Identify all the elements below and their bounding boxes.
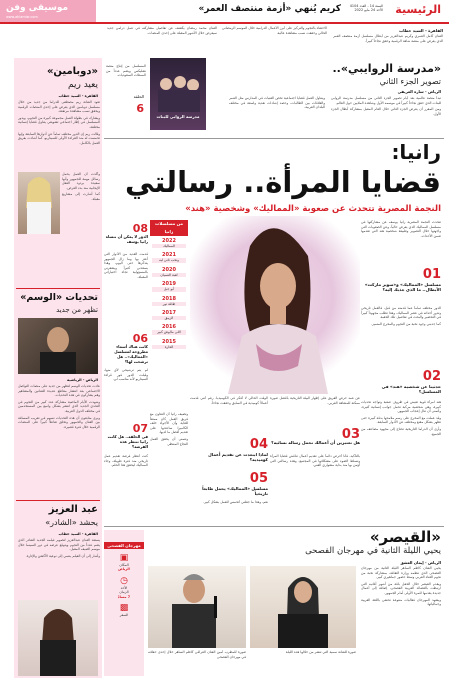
abdelaziz-title: عبد العزيز (48, 504, 98, 515)
bottom-text: يحيي الفنان كاظم الساهر الليلة الثانية من مهرجان الفصحى الذي تنظمه وزارة الثقافة، بمشاركة نخبة من نجوم الغناء العربي وسط حضور جماهيري كبير. ويقدم القيصر خلال الحفل باقة من أشهر أغانيه التي ارتبطت بالقصائد العربية الفصحى، إضافة إلى أعمال جديدة يقدمها للمرة الأولى أمام الجمهور. ويشهد المهرجان فعاليات متنوعة تحتفي باللغة العربية وجمالياتها. (361, 566, 441, 607)
festival-items: ▣ المكان الرياض ◷ الأحد الزمان 7 مساءً ▩ السعر (104, 549, 144, 621)
man-portrait-icon (18, 318, 98, 374)
timeline-item: 2015 الحارة (152, 339, 186, 349)
section-label: موسيقى وفن (6, 3, 69, 13)
dubaimen-subtitle: يعيد ريم (68, 80, 98, 90)
clock-icon: ◷ (120, 575, 128, 586)
timeline-box (150, 220, 188, 410)
qa-question-06: كانت هناك أسماء مطروحة لمسلسل «المماليك».. هل ترشحت لها؟ (114, 344, 148, 364)
timeline-item: 2021 ونحب تاني ليه (152, 252, 186, 262)
timeline-item: 2022 المماليك (152, 238, 186, 248)
qa-number-06: 06 (132, 332, 148, 345)
top-strip (96, 22, 449, 56)
qa-number-07: 07 (132, 422, 148, 435)
top-article-author: القاهرة - السيد خطاب (399, 28, 443, 33)
novel-cover (150, 58, 206, 130)
novel-badge-number: 6 (136, 102, 144, 115)
wasm-text: عادت تحديات الوسم لتظهر من جديد على منصات التواصل الاجتماعي بعد انتشار مقاطع عديدة للفنانين والمشاهير وهم يشاركون في هذه التحديات. وشهدت الأيام الماضية مشاركة عدد كبير من النجوم في التحدي الجديد الذي انتشر بشكل واسع بين المستخدمين في مختلف الدول العربية. ويرى متابعون أن هذه التحديات تسهم في تقريب المسافة بين الفنان والجمهور وتخلق تفاعلاً كبيراً على المنصات الرقمية خلال فترة قصيرة. (18, 384, 100, 429)
newspaper-logo: الرئيسية (395, 3, 441, 16)
abdelaziz-text: يستعد الفنان عبدالعزيز لتصوير فيلمه الجديد الشادر الذي يضم عدداً من النجوم ويتوقع عرضه في دور السينما خلال موسم الصيف المقبل. وأشار إلى أن الفيلم ينتمي إلى نوعية الأكشن والإثارة. (18, 538, 100, 558)
dubaimen-text: تعود الفنانة ريم مصطفى للدراما من جديد من خلال مسلسل دوبامين الذي يعرض على إحدى المنصات الرقمية ويحقق نسب مشاهدة مرتفعة. ويشارك في بطولة العمل مجموعة كبيرة من النجوم، ويدور المسلسل في إطار اجتماعي تشويقي يتناول قضايا إنسانية مختلفة. وقالت ريم إن الدور مختلف تماماً عن أدوارها السابقة وإنها تحمست له منذ القراءة الأولى للسيناريو، كما أشادت بفريق العمل بالكامل. (18, 100, 100, 145)
qa-intro: تتحدث النجمة المصرية رانيا يوسف عن مشاركتها في مسلسل المماليك الذي يعرض حالياً، وعن الصعوبات التي واجهتها خلال التصوير وطبيعة شخصية هند التي تقدمها ضمن الأحداث. (361, 220, 441, 238)
qa-text-mid: عن عمد حرص الفريق على إظهار البيئة التاريخية بأفضل صورة ممكنة للمشاهد العربي. (270, 396, 360, 405)
top-bar (0, 0, 449, 24)
qa-number-01: 01 (422, 267, 441, 282)
top-article-text: الفنان كامل العمري وكريم عبدالعزيز من أبطال مسلسل أزمة منتصف العمر الذي يعرض على منصة شاهد الرقمية وحقق نجاحاً كبيراً. (333, 34, 443, 43)
qa-text-4: الوقت الحالي لا أفكر في الكوميديا، رغم أنني قدمت أعمالاً كوميدية في السابق وحققت نجاحاً. (190, 396, 268, 405)
bottom-divider (104, 526, 444, 527)
timeline-item: 2017 الزيبق (152, 310, 186, 320)
qa-answer-06: لم يتم ترشيحي لأي منها، وقبلت الدور فور قراءة السيناريو لأنه مناسب لي. (104, 368, 148, 382)
girls-cover-icon (150, 58, 206, 130)
qa-right-column (361, 220, 441, 520)
wasm-photo (18, 318, 98, 374)
novel-title: «مدرسة الروايبي».. (332, 62, 441, 75)
qa-number-02: 02 (422, 369, 441, 384)
festival-label: مهرجان الفصحى (104, 542, 144, 549)
qa-number-08: 08 (132, 222, 148, 235)
qa-answer-03: بالتأكيد، فأنا أحرص دائماً على تقديم أعمال تناقش قضايا المرأة وتسلط الضوء على مشكلاتها في المجتمع، وهذه رسالتي التي أؤمن بها منذ بداية مشواري الفني. (270, 454, 360, 468)
abdelaziz-photo (18, 600, 98, 676)
qa-answer-07: كنت أنتظر فرصة تقديم عمل تاريخي منذ فترة طويلة، وجاء المماليك ليحقق هذا الحلم. (104, 454, 148, 468)
qa-left-column (104, 222, 148, 522)
qa-question-07: في الحلقة.. هل كانت رانيا تنتظر هذه الفرصة؟ (107, 434, 148, 449)
bottom-subtitle: يحيي الليلة الثانية في مهرجان الفصحى (305, 546, 441, 556)
qa-number-04: 04 (249, 437, 268, 452)
dubaimen-author: القاهرة - السيد خطاب (58, 94, 98, 98)
timeline-item: 2016 اللى مالوش كبير (152, 324, 186, 334)
main-divider (104, 138, 444, 139)
timeline-item: 2020 لعبة النسيان (152, 267, 186, 277)
novel-badge-label: الحلقة (133, 94, 144, 99)
timeline-list (150, 236, 188, 355)
festival-infobox (104, 530, 144, 676)
dubaimen-photo (18, 172, 60, 234)
top-article-text-2: الاحتفاء بالنجوم والتركيز على أبرز الأعمال الدرامية خلال الموسم الرمضاني الحالي وحققت نسب مشاهدة عالية. (222, 26, 327, 35)
rania-photo (190, 216, 360, 394)
qa-column-4 (190, 396, 268, 524)
wasm-author: الرياض - الرياضية (67, 378, 98, 382)
caption-right: صورة للفنانة سمية التي تنشر من خلالها هذه الليلة (285, 650, 356, 654)
novel-cover-title: مدرسة الروابي للبنات (156, 114, 200, 119)
singer-woman-photo (250, 566, 356, 648)
timeline-item: 2019 أبو جبل (152, 281, 186, 291)
novel-text-2: ويتناول العمل قضايا اجتماعية تخص الفتيات في المدارس مثل التنمر والعلاقات بين الطالبات، وحصد إشادات نقدية واسعة في مختلف البلدان العربية. (229, 96, 325, 110)
qa-answer-08: قدمت العديد من الأدوار التي أعتز بها وما زال الجمهور يتذكرها حتى اليوم، وهذا يسعدني كثيراً ويشعرني بالمسؤولية تجاه اختياراتي المقبلة. (104, 252, 148, 279)
caption-left: صورة للمطرب أمين الفنان العراقي كاظم الساهر خلال إحدى حفلاته في مهرجان الفصحى (148, 650, 246, 659)
novel-subtitle: تصوير الجزء الثاني (379, 77, 441, 86)
dubaimen-title: «دوبامين» (46, 66, 98, 77)
timeline-title: من مسلسلات رانيا (150, 220, 188, 236)
dubaimen-text-2: وأكدت أن العمل يحمل رسائل مهمة للجمهور وأنها سعيدة بردود الفعل الإيجابية منذ بدء العرض. كما أشارت إلى مشاريع مقبلة. (62, 172, 100, 201)
abdelaziz-author: القاهرة - السيد خطاب (58, 532, 98, 536)
qa-question-05: مسلسل «المماليك» يحمل طابعاً تاريخياً (202, 486, 268, 497)
wasm-subtitle: تظهر من جديد (56, 306, 98, 314)
timeline-item: 2018 طاقة نور (152, 296, 186, 306)
wasm-title: تحديات «الوسم» (20, 292, 98, 303)
qa-question-02: حدثينا عن شخصية «هند» في المسلسل؟ (381, 384, 441, 395)
abdelaziz-subtitle: يحشد «الشادر» (45, 518, 98, 527)
main-subtitle: النجمة المصرية تتحدث عن صعوبة «المماليك» وشخصية «هند» (185, 204, 441, 214)
woman-portrait-icon (18, 600, 98, 676)
woman-figure-icon (18, 172, 60, 234)
bottom-title: «القيصر» (369, 528, 441, 546)
ticket-icon: ▩ (119, 603, 129, 614)
novel-text: تبدأ منصة عالمية بعد أيام تصوير الجزء الثاني من مسلسل مدرسة الروابي للبنات الذي حقق نجاحاً كبيراً في موسمه الأول وشاهده الملايين حول العالم. ومن المقرر أن يعرض الجزء الثاني خلال العام المقبل بمشاركة أبطال الجزء الأول. (331, 96, 441, 116)
male-singer-icon (148, 566, 246, 648)
novel-badge (104, 60, 146, 132)
section-banner (0, 0, 96, 22)
qa-answer-02: هند امرأة قوية تعيش في ظروف صعبة وتواجه تحديات كبيرة، وهي شخصية مركبة تحمل جوانب إنسانية كثيرة، وأتمنى أن تنال إعجاب الجمهور. وقد عملت مع المخرج على رسم ملامحها بدقة كبيرة حتى تظهر بشكل مقنع ومختلف عن الأدوار السابقة. وأرى أن الدراما التاريخية تحتاج إلى مجهود مضاعف من الجميع. (361, 400, 441, 436)
issue-date: السنة 14 - العدد 4104 الأحد 24 مايو 2022 (349, 4, 383, 13)
qa-question-08: الدور لا يمكن أن ننساه رانيا يوسف (105, 234, 148, 244)
rania-portrait-icon (190, 216, 360, 394)
calendar-icon: ▣ (119, 553, 129, 563)
qa-middle-column (270, 396, 360, 524)
main-name: رانيا: (391, 140, 441, 164)
qa-question-01: مسلسل «المماليك» و«سوبر ماركت» الأبطال.. ما الذي جذبك إليه؟ (364, 282, 441, 293)
qa-question-04: لماذا ابتعدت عن تقديم أعمال كوميدية؟ (208, 452, 268, 463)
website-url[interactable]: www.ahlamisr.com (6, 15, 38, 19)
top-headline: كريم يُنهي «أزمة منتصف العمر» (198, 4, 341, 14)
qa-answer-01: الدور مختلف تماماً عما قدمته من قبل، فالعمل تاريخي وتدور أحداثه في عصر المماليك، وهذا تطلب مجهوداً كبيراً في التحضير والبحث في تفاصيل تلك الحقبة. كما جذبني وجود نخبة من النجوم والمخرج المتميز. (361, 306, 441, 326)
qa-answer-05: نعم، وهذا ما جعلني أتحمس للعمل بشكل كبير. (203, 500, 268, 504)
main-headline: قضايا المرأة.. رسالتي (125, 165, 441, 199)
wasm-divider (16, 288, 100, 289)
qa-left-column-2: وتضيف رانيا أن التعاون مع فريق العمل كان ممتعاً للغاية وأن الأجواء خلف الكاميرا ساعدتها على تقديم أفضل ما لديها. وتتمنى أن يحقق العمل النجاح المنتظر. (150, 412, 188, 446)
female-singer-icon (250, 566, 356, 648)
singer-man-photo (148, 566, 246, 648)
qa-number-03: 03 (341, 427, 360, 442)
qa-question-03: هل تعتبرين أن أعمالك تحمل رسالة نسائية؟ (271, 440, 360, 445)
novel-author: الرياض - سارة العريفي (397, 89, 441, 94)
abdelaziz-divider (16, 500, 100, 501)
bottom-author: الرياض - إيمان العشق (400, 560, 441, 565)
qa-number-05: 05 (249, 471, 268, 486)
top-article-text-3: الفنان محمد رمضان يكشف عن تفاصيل مشاركته في عمل درامي جديد سيعرض خلال الأشهر المقبلة على إحدى المنصات. (107, 26, 217, 35)
novel-badge-text: المسلسل من إنتاج منصة نتفليكس ويضم عدداً من الممثلات السعوديات. (106, 64, 146, 78)
